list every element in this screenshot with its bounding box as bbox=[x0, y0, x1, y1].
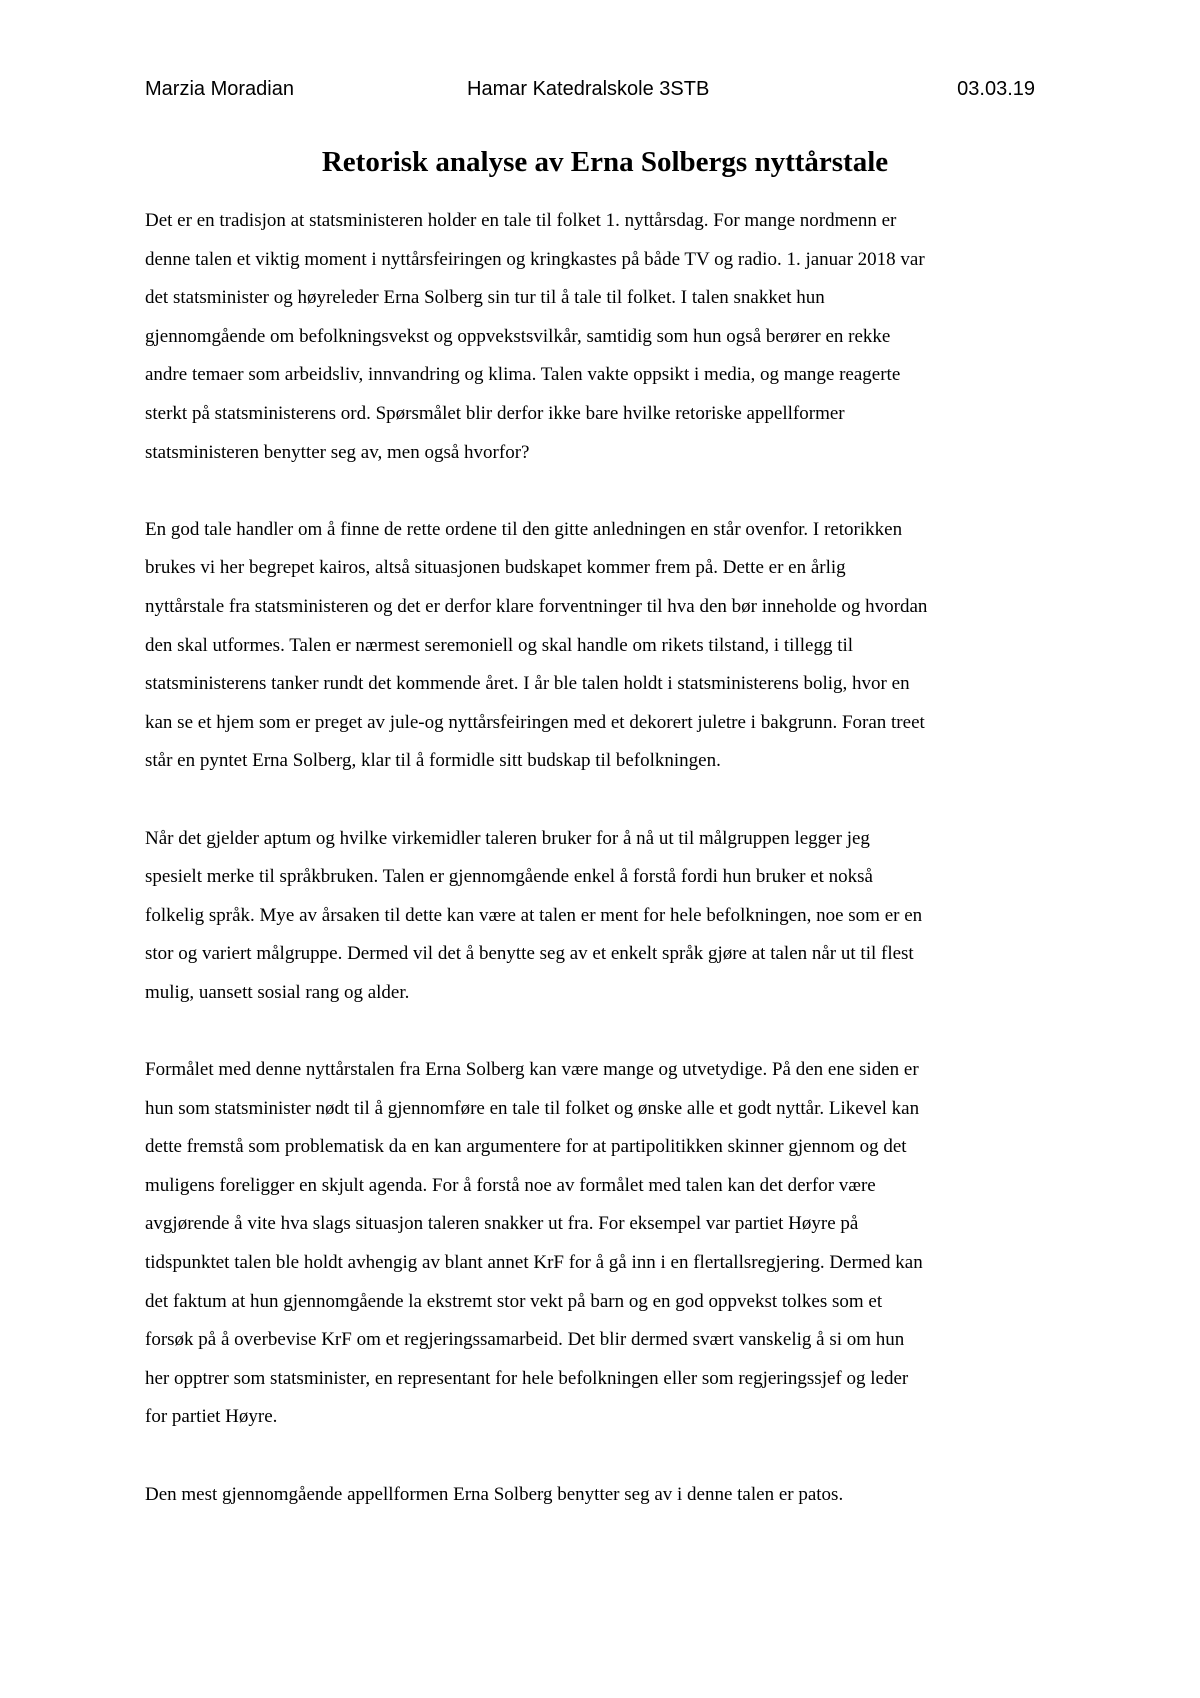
paragraph-line: folkelig språk. Mye av årsaken til dette kan være at talen er ment for hele befolkningen, noe som er en bbox=[145, 904, 923, 926]
paragraph-line: statsministerens tanker rundt det kommende året. I år ble talen holdt i statsministerens bolig, hvor en bbox=[145, 673, 910, 695]
paragraph-line: den skal utformes. Talen er nærmest seremoniell og skal handle om rikets tilstand, i tillegg til bbox=[145, 634, 854, 656]
paragraph-line: for partiet Høyre. bbox=[145, 1406, 278, 1428]
paragraph-line: det faktum at hun gjennomgående la ekstremt stor vekt på barn og en god oppvekst tolkes som et bbox=[145, 1290, 883, 1312]
body-paragraph bbox=[145, 820, 1065, 1013]
paragraph-line: står en pyntet Erna Solberg, klar til å formidle sitt budskap til befolkningen. bbox=[145, 750, 721, 772]
paragraph-line: mulig, uansett sosial rang og alder. bbox=[145, 981, 410, 1003]
paragraph-line: hun som statsminister nødt til å gjennomføre en tale til folket og ønske alle et godt nyttår. Likevel kan bbox=[145, 1097, 920, 1119]
paragraph-line: her opptrer som statsminister, en representant for hele befolkningen eller som regjeringssjef og leder bbox=[145, 1367, 909, 1389]
paragraph-line: kan se et hjem som er preget av jule-og nyttårsfeiringen med et dekorert juletre i bakgrunn. Foran treet bbox=[145, 711, 925, 733]
paragraph-line: dette fremstå som problematisk da en kan argumentere for at partipolitikken skinner gjennom og det bbox=[145, 1136, 907, 1158]
header-date: 03.03.19 bbox=[957, 78, 1035, 100]
paragraph-line: stor og variert målgruppe. Dermed vil det å benytte seg av et enkelt språk gjøre at talen når ut til flest bbox=[145, 943, 914, 965]
paragraph-line: Når det gjelder aptum og hvilke virkemidler taleren bruker for å nå ut til målgruppen legger jeg bbox=[145, 827, 870, 849]
paragraph-line: forsøk på å overbevise KrF om et regjeringssamarbeid. Det blir dermed svært vanskelig å si om hun bbox=[145, 1329, 905, 1351]
paragraph-line: Den mest gjennomgående appellformen Erna Solberg benytter seg av i denne talen er patos. bbox=[145, 1483, 844, 1505]
paragraph-line: tidspunktet talen ble holdt avhengig av blant annet KrF for å gå inn i en flertallsregjering. Dermed kan bbox=[145, 1252, 923, 1274]
paragraph-line: spesielt merke til språkbruken. Talen er gjennomgående enkel å forstå fordi hun bruker et nokså bbox=[145, 866, 873, 888]
body-paragraph bbox=[145, 511, 1065, 781]
body-paragraph bbox=[145, 1051, 1065, 1437]
page-header bbox=[145, 74, 1035, 104]
paragraph-line: det statsminister og høyreleder Erna Solberg sin tur til å tale til folket. I talen snakket hun bbox=[145, 287, 825, 309]
document-title: Retorisk analyse av Erna Solbergs nyttårstale bbox=[321, 146, 889, 178]
body-paragraph bbox=[145, 1476, 1065, 1515]
paragraph-line: statsministeren benytter seg av, men også hvorfor? bbox=[145, 441, 530, 463]
paragraph-line: En god tale handler om å finne de rette ordene til den gitte anledningen en står ovenfor. I retorikken bbox=[145, 518, 903, 540]
body-paragraph bbox=[145, 202, 1065, 472]
document-body bbox=[145, 202, 1065, 1553]
paragraph-line: denne talen et viktig moment i nyttårsfeiringen og kringkastes på både TV og radio. 1. januar 2018 var bbox=[145, 248, 925, 270]
paragraph-line: sterkt på statsministerens ord. Spørsmålet blir derfor ikke bare hvilke retoriske appellformer bbox=[145, 402, 845, 424]
header-school: Hamar Katedralskole 3STB bbox=[467, 78, 710, 100]
paragraph-line: gjennomgående om befolkningsvekst og oppvekstsvilkår, samtidig som hun også berører en rekke bbox=[145, 325, 891, 347]
paragraph-line: avgjørende å vite hva slags situasjon taleren snakker ut fra. For eksempel var partiet Høyre på bbox=[145, 1213, 859, 1235]
paragraph-line: brukes vi her begrepet kairos, altså situasjonen budskapet kommer frem på. Dette er en årlig bbox=[145, 557, 846, 579]
paragraph-line: andre temaer som arbeidsliv, innvandring og klima. Talen vakte oppsikt i media, og mange reagerte bbox=[145, 364, 901, 386]
paragraph-line: Formålet med denne nyttårstalen fra Erna Solberg kan være mange og utvetydige. På den ene siden er bbox=[145, 1059, 919, 1081]
header-author: Marzia Moradian bbox=[145, 78, 294, 100]
paragraph-line: nyttårstale fra statsministeren og det er derfor klare forventninger til hva den bør inneholde og hvordan bbox=[145, 595, 928, 617]
paragraph-line: Det er en tradisjon at statsministeren holder en tale til folket 1. nyttårsdag. For mange nordmenn er bbox=[145, 210, 897, 231]
paragraph-line: muligens foreligger en skjult agenda. For å forstå noe av formålet med talen kan det derfor være bbox=[145, 1174, 876, 1196]
